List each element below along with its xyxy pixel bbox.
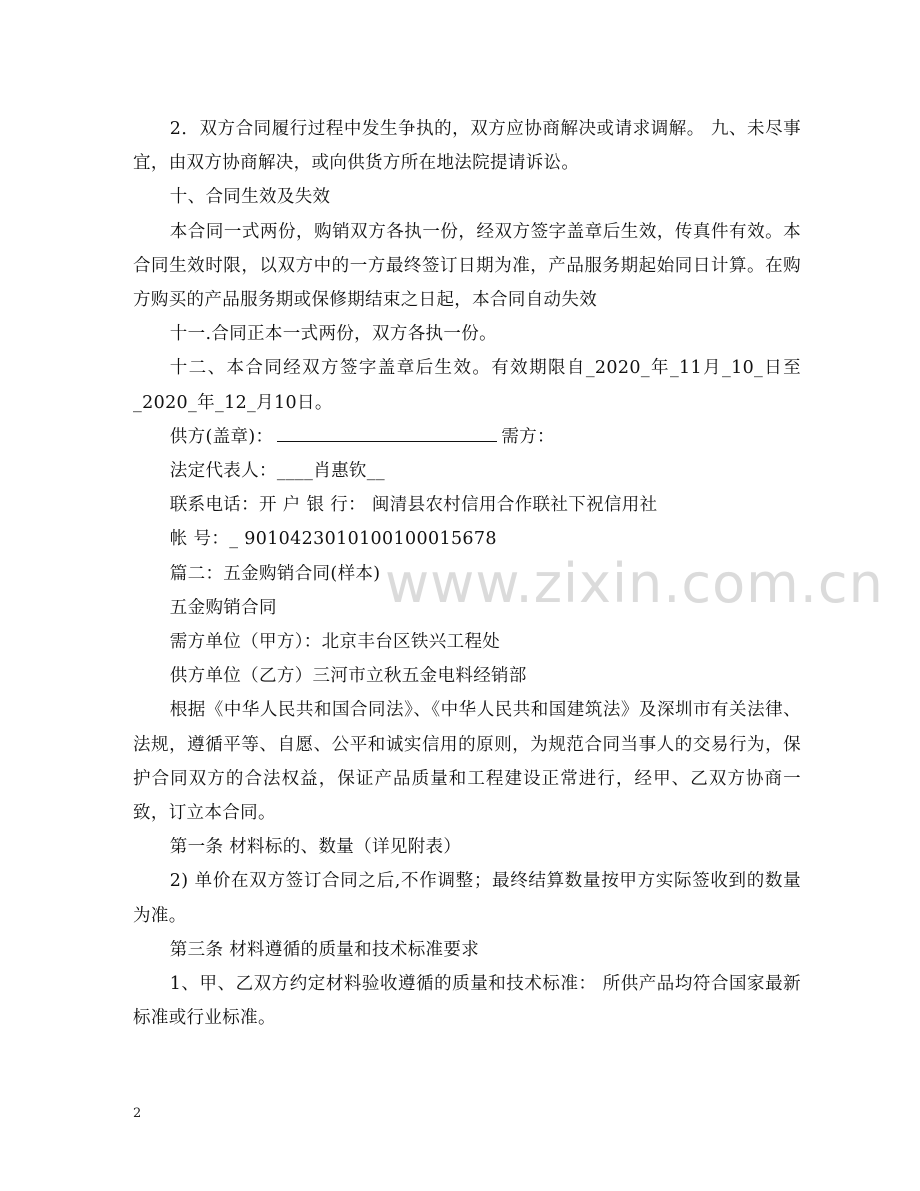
paragraph-copies-validity: 本合同一式两份，购销双方各执一份，经双方签字盖章后生效，传真件有效。本合同生效时限，以双方中的一方最终签订日期为准，产品服务期起始同日计算。在购方购买的产品服务期或保修期结束之日起，本合同自动失效 (133, 221, 801, 311)
paragraph-unit-price: 2) 单价在双方签订合同之后,不作调整；最终结算数量按甲方实际签收到的数量为准。 (133, 871, 801, 926)
buyer-unit: 需方单位（甲方）：北京丰台区铁兴工程处 (169, 632, 501, 653)
heading-effect-and-expiry: 十、合同生效及失效 (169, 187, 331, 208)
paragraph-original-copies: 十一.合同正本一式两份，双方各执一份。 (169, 324, 497, 345)
account-number-line: 帐 号：_ 9010423010100100015678 (169, 529, 497, 550)
paragraph-validity-period: 十二、本合同经双方签字盖章后生效。有效期限自_2020_年_11月_10_日至_2020_年_12_月10日。 (133, 358, 801, 413)
article-three: 第三条 材料遵循的质量和技术标准要求 (169, 939, 480, 960)
article-one: 第一条 材料标的、数量（详见附表） (169, 837, 462, 858)
paragraph-quality-standards: 1、甲、乙双方约定材料验收遵循的质量和技术标准： 所供产品均符合国家最新标准或行业标准。 (133, 974, 801, 1029)
page-number: 2 (133, 1106, 142, 1121)
legal-representative: 法定代表人：____肖惠钦__ (169, 461, 385, 482)
signature-underline (277, 422, 497, 441)
contact-bank-line: 联系电话：开 户 银 行： 闽清县农村信用合作联社下祝信用社 (169, 495, 658, 516)
paragraph-dispute: 2．双方合同履行过程中发生争执的，双方应协商解决或请求调解。 九、未尽事宜，由双方协商解决，或向供货方所在地法院提请诉讼。 (133, 119, 801, 174)
watermark-text: www.zixin.com.cn (385, 552, 884, 615)
supplier-seal-label: 供方(盖章)： (169, 426, 274, 447)
supplier-unit: 供方单位（乙方）三河市立秋五金电料经销部 (169, 666, 527, 687)
signature-line (133, 420, 801, 454)
section-title-part-two: 篇二：五金购销合同(样本) (169, 563, 381, 584)
paragraph-legal-basis: 根据《中华人民共和国合同法》、《中华人民共和国建筑法》及深圳市有关法律、法规，遵循平等、自愿、公平和诚实信用的原则，为规范合同当事人的交易行为，保护合同双方的合法权益，保证产品质量和工程建设正常进行，经甲、乙双方协商一致，订立本合同。 (133, 700, 801, 824)
contract-title: 五金购销合同 (169, 597, 277, 618)
buyer-label: 需方： (501, 426, 555, 447)
